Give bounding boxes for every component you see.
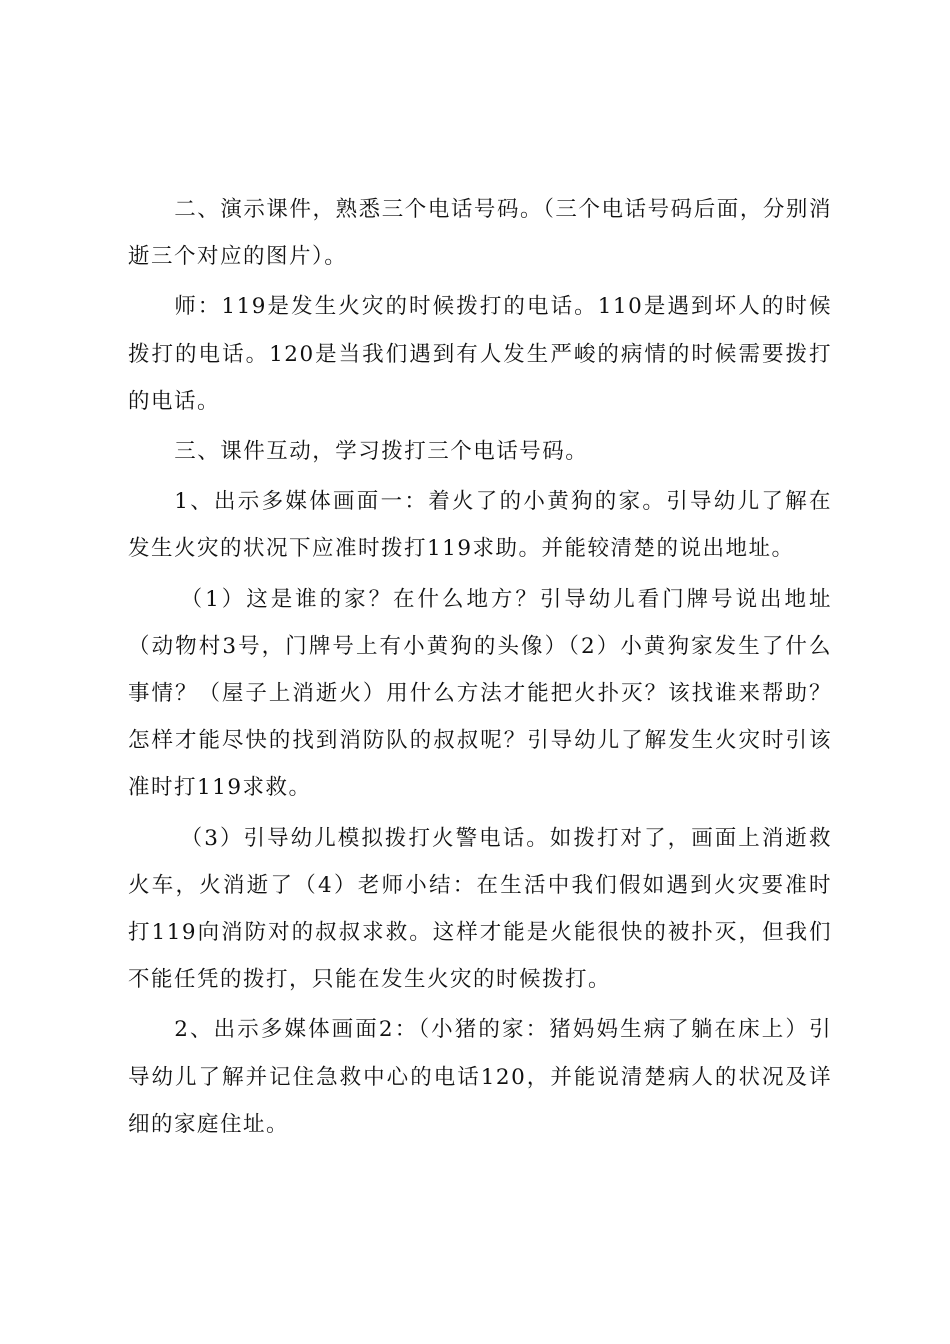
paragraph-scene-two: 2、出示多媒体画面2：（小猪的家：猪妈妈生病了躺在床上）引导幼儿了解并记住急救中心的电话120，并能说清楚病人的状况及详细的家庭住址。 [128, 1017, 832, 1137]
document-body [128, 186, 832, 1151]
paragraph-simulation-summary: （3）引导幼儿模拟拨打火警电话。如拨打对了，画面上消逝救火车，火消逝了（4）老师小结：在生活中我们假如遇到火灾要准时打119向消防对的叔叔求救。这样才能是火能很快的被扑灭，但我们不能任凭的拨打，只能在发生火灾的时候拨打。 [128, 825, 832, 993]
paragraph-teacher-explanation: 师：119是发生火灾的时候拨打的电话。110是遇到坏人的时候拨打的电话。120是当我们遇到有人发生严峻的病情的时候需要拨打的电话。 [128, 294, 832, 414]
paragraph-questions: （1）这是谁的家？在什么地方？引导幼儿看门牌号说出地址（动物村3号，门牌号上有小黄狗的头像）（2）小黄狗家发生了什么事情？（屋子上消逝火）用什么方法才能把火扑灭？该找谁来帮助？怎样才能尽快的找到消防队的叔叔呢？引导幼儿了解发生火灾时引该准时打119求救。 [128, 586, 832, 801]
paragraph-section-two: 二、演示课件，熟悉三个电话号码。（三个电话号码后面，分别消逝三个对应的图片）。 [128, 197, 832, 270]
paragraph-scene-one: 1、出示多媒体画面一：着火了的小黄狗的家。引导幼儿了解在发生火灾的状况下应准时拨打119求助。并能较清楚的说出地址。 [128, 489, 832, 562]
paragraph-section-three: 三、课件互动，学习拨打三个电话号码。 [174, 439, 589, 465]
